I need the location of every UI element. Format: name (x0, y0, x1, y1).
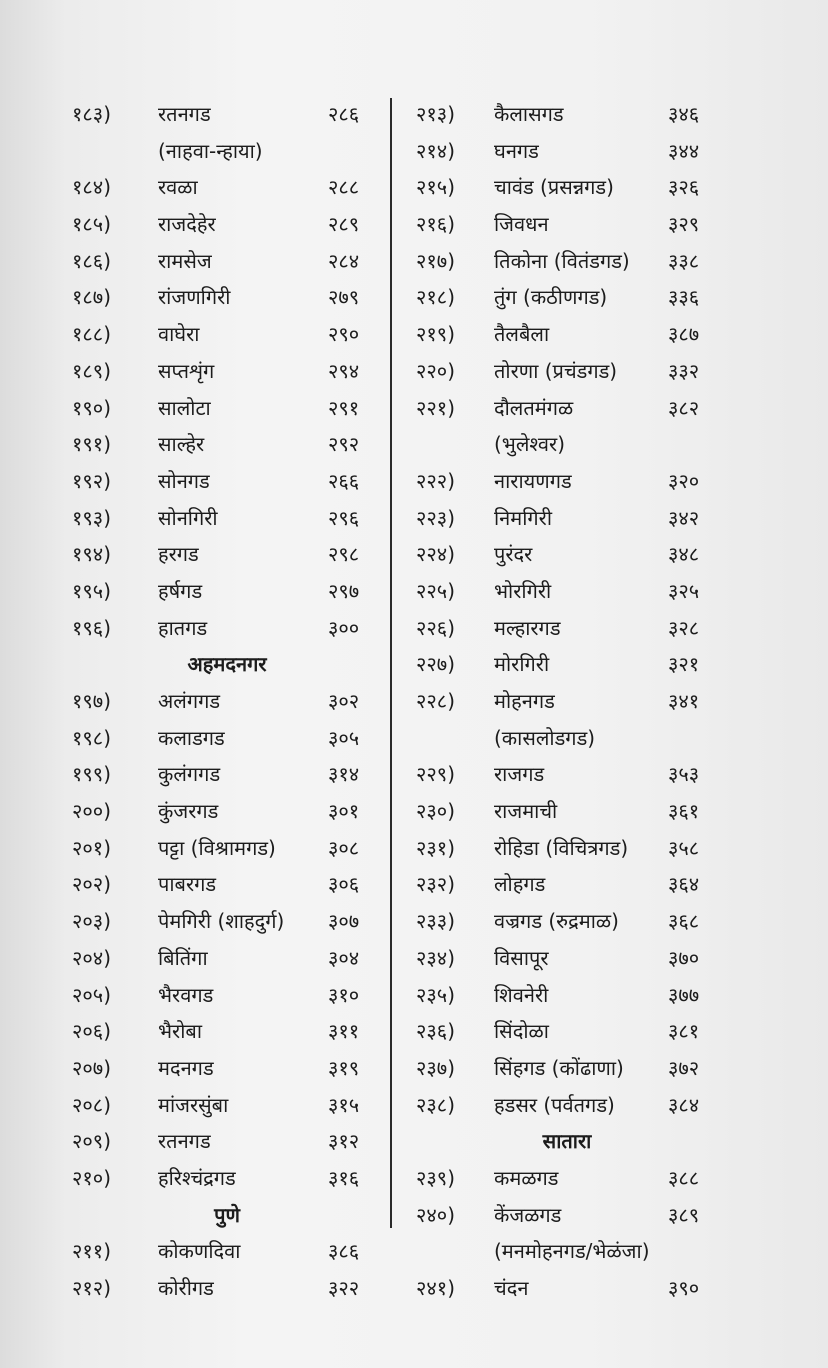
fort-name: राजमाची (494, 799, 558, 824)
entry-number: २२१) (416, 395, 456, 420)
left-column (72, 96, 382, 1307)
index-entry-continuation (402, 1233, 732, 1270)
page-number: ३०४ (328, 945, 360, 970)
section-heading-label: पुणे (214, 1202, 240, 1227)
entry-number: २०४) (72, 945, 112, 970)
page-number: २९८ (328, 542, 360, 567)
fort-name: निमगिरी (494, 505, 553, 530)
index-entry (72, 1160, 382, 1197)
index-entry (72, 463, 382, 500)
index-entry (402, 1160, 732, 1197)
entry-number: २०२) (72, 872, 112, 897)
page-number: ३११ (328, 1019, 360, 1044)
fort-name: वज्रगड (रुद्रमाळ) (494, 909, 619, 934)
page-number: ३३६ (668, 285, 700, 310)
page-number: ३२८ (668, 615, 700, 640)
fort-name: रांजणगिरी (158, 285, 231, 310)
index-entry (72, 206, 382, 243)
fort-name: मल्हारगड (494, 615, 561, 640)
fort-name: कोकणदिवा (158, 1239, 241, 1264)
fort-name: मांजरसुंबा (158, 1092, 229, 1117)
fort-name: सप्तशृंग (158, 358, 215, 383)
entry-number: २१३) (416, 102, 456, 126)
entry-number: २२४) (416, 542, 456, 567)
page-number: ३२१ (668, 652, 700, 677)
entry-number: १९६) (72, 615, 112, 640)
fort-name: पट्टा (विश्रामगड) (158, 835, 276, 860)
entry-number: २१४) (416, 138, 456, 163)
index-entry (402, 793, 732, 830)
index-entry (72, 536, 382, 573)
page-number: ३०० (328, 615, 360, 640)
index-entry (72, 830, 382, 867)
fort-name: अलंगगड (158, 689, 221, 713)
entry-number: १८६) (72, 248, 112, 273)
fort-name: (नाहवा-न्हाया) (158, 138, 263, 163)
page-number: ३४८ (668, 542, 700, 567)
page-number: ३१५ (328, 1092, 360, 1117)
fort-name: भोरगिरी (494, 578, 552, 603)
entry-number: २१६) (416, 212, 456, 237)
fort-name: सिंहगड (कोंढाणा) (494, 1055, 624, 1080)
fort-name: वाघेरा (158, 322, 200, 347)
fort-name: पुरंदर (494, 542, 533, 567)
entry-number: १८९) (72, 358, 112, 383)
entry-number: २११) (72, 1239, 112, 1264)
entry-number: १९२) (72, 468, 112, 493)
fort-name: सोनगड (158, 468, 210, 493)
index-entry (402, 96, 732, 133)
page-number: ३८८ (668, 1165, 700, 1190)
entry-number: २००) (72, 799, 112, 824)
fort-name: हडसर (पर्वतगड) (494, 1092, 615, 1117)
entry-number: २४१) (416, 1276, 456, 1300)
index-entry (402, 573, 732, 610)
entry-number: १९८) (72, 725, 112, 750)
entry-number: २०३) (72, 909, 112, 934)
fort-name: कमळगड (494, 1165, 559, 1190)
entry-number: २०१) (72, 835, 112, 860)
index-entry (402, 1197, 732, 1234)
section-heading-label: सातारा (542, 1129, 592, 1154)
fort-name: सालोटा (158, 395, 211, 420)
fort-name: तिकोना (वितंडगड) (494, 248, 630, 273)
entry-number: २३१) (416, 835, 456, 860)
index-entry (402, 463, 732, 500)
index-entry (72, 940, 382, 977)
entry-number: १९३) (72, 505, 112, 530)
fort-name: सिंदोळा (494, 1019, 549, 1044)
fort-name: (भुलेश्वर) (494, 432, 566, 457)
entry-number: २१२) (72, 1276, 112, 1300)
index-entry (402, 133, 732, 170)
index-entry (402, 1013, 732, 1050)
page-number: २६६ (328, 468, 360, 493)
entry-number: २३६) (416, 1019, 456, 1044)
fort-name: घनगड (494, 138, 539, 163)
page-number: ३५३ (668, 762, 700, 787)
entry-number: १८४) (72, 175, 112, 200)
index-entry-continuation (402, 426, 732, 463)
entry-number: २२३) (416, 505, 456, 530)
fort-name: रतनगड (158, 1129, 211, 1154)
index-entry (402, 316, 732, 353)
entry-number: १९१) (72, 432, 112, 457)
index-entry (402, 390, 732, 427)
page-number: २९४ (328, 358, 360, 383)
fort-name: रवळा (158, 175, 198, 200)
column-divider (390, 98, 392, 1228)
fort-name: कोरीगड (158, 1276, 214, 1300)
index-entry (402, 903, 732, 940)
page-number: ३४१ (668, 689, 700, 713)
page-number: २९० (328, 322, 360, 347)
entry-number: २३८) (416, 1092, 456, 1117)
entry-number: २१७) (416, 248, 456, 273)
page-number: ३६४ (668, 872, 700, 897)
section-heading (402, 1123, 732, 1160)
fort-name: (कासलोडगड) (494, 725, 596, 750)
entry-number: २३४) (416, 945, 456, 970)
index-entry (72, 353, 382, 390)
fort-name: दौलतमंगळ (494, 395, 574, 420)
fort-name: शिवनेरी (494, 982, 549, 1007)
entry-number: २०८) (72, 1092, 112, 1117)
page-number: ३१४ (328, 762, 360, 787)
index-entry (402, 610, 732, 647)
entry-number: २३५) (416, 982, 456, 1007)
index-entry (72, 573, 382, 610)
entry-number: २३७) (416, 1055, 456, 1080)
entry-number: २१०) (72, 1165, 112, 1190)
entry-number: २३२) (416, 872, 456, 897)
index-entry (72, 683, 382, 720)
index-entry (402, 243, 732, 280)
fort-name: राजगड (494, 762, 545, 787)
fort-name: (मनमोहनगड/भेळंजा) (494, 1239, 650, 1264)
index-entry (402, 940, 732, 977)
entry-number: २२७) (416, 652, 456, 677)
index-entry (72, 390, 382, 427)
page-number: २९२ (328, 432, 360, 457)
index-entry (72, 426, 382, 463)
page-number: ३०२ (328, 689, 360, 713)
entry-number: २०९) (72, 1129, 112, 1154)
page-number: ३८७ (668, 322, 700, 347)
page-number: ३०७ (328, 909, 360, 934)
index-entry (72, 1013, 382, 1050)
fort-name: तुंग (कठीणगड) (494, 285, 608, 310)
fort-name: जिवधन (494, 212, 549, 237)
page-number: ३०८ (328, 835, 360, 860)
entry-number: २०५) (72, 982, 112, 1007)
entry-number: २२२) (416, 468, 456, 493)
page-number: ३८१ (668, 1019, 700, 1044)
entry-number: १८५) (72, 212, 112, 237)
entry-number: २०६) (72, 1019, 112, 1044)
page-number: ३६१ (668, 799, 700, 824)
index-entry (72, 1087, 382, 1124)
page-number: ३८९ (668, 1202, 700, 1227)
page-number: ३२९ (668, 212, 700, 237)
page-number: ३९० (668, 1276, 700, 1300)
entry-number: २२९) (416, 762, 456, 787)
index-entry (402, 279, 732, 316)
page-number: ३५८ (668, 835, 700, 860)
fort-name: कलाडगड (158, 725, 225, 750)
fort-name: तैलबैला (494, 322, 550, 347)
entry-number: २२८) (416, 689, 456, 713)
entry-number: १९५) (72, 578, 112, 603)
fort-name: मोरगिरी (494, 652, 550, 677)
fort-name: हरगड (158, 542, 199, 567)
fort-name: भैरवगड (158, 982, 214, 1007)
entry-number: २१८) (416, 285, 456, 310)
entry-number: १८८) (72, 322, 112, 347)
page-number: ३२५ (668, 578, 700, 603)
right-column (402, 96, 732, 1307)
fort-name: बितिंगा (158, 945, 208, 970)
page-number: २७९ (328, 285, 360, 310)
entry-number: १८३) (72, 102, 112, 126)
index-entry (72, 243, 382, 280)
index-entry (72, 1050, 382, 1087)
page-number: ३७२ (668, 1055, 700, 1080)
page-number: ३२६ (668, 175, 700, 200)
fort-name: रतनगड (158, 102, 211, 126)
index-entry (72, 977, 382, 1014)
page-number: ३७७ (668, 982, 700, 1007)
entry-number: २२६) (416, 615, 456, 640)
index-entry (72, 316, 382, 353)
index-entry (402, 1050, 732, 1087)
fort-name: नारायणगड (494, 468, 572, 493)
index-entry (402, 353, 732, 390)
entry-number: १९९) (72, 762, 112, 787)
index-entry (402, 646, 732, 683)
fort-name: भैरोबा (158, 1019, 203, 1044)
index-entry (402, 500, 732, 537)
entry-number: २२०) (416, 358, 456, 383)
fort-name: मोहनगड (494, 689, 555, 713)
index-entry (72, 793, 382, 830)
fort-name: तोरणा (प्रचंडगड) (494, 358, 618, 383)
fort-name: कुलंगगड (158, 762, 221, 787)
page-number: २९७ (328, 578, 360, 603)
fort-name: लोहगड (494, 872, 546, 897)
index-entry (402, 536, 732, 573)
index-entry-continuation (402, 720, 732, 757)
index-entry (402, 1270, 732, 1307)
index-entry (72, 1123, 382, 1160)
index-entry (72, 1270, 382, 1307)
page-number: २८४ (328, 248, 360, 273)
entry-number: १९०) (72, 395, 112, 420)
index-entry (402, 977, 732, 1014)
entry-number: २०७) (72, 1055, 112, 1080)
page-number: ३४२ (668, 505, 700, 530)
fort-name: केंजळगड (494, 1202, 562, 1227)
page-number: ३४६ (668, 102, 700, 126)
index-entry (402, 206, 732, 243)
page-number: २९६ (328, 505, 360, 530)
fort-name: मदनगड (158, 1055, 214, 1080)
index-entry (402, 756, 732, 793)
index-entry (402, 169, 732, 206)
page-number: ३६८ (668, 909, 700, 934)
index-entry (402, 830, 732, 867)
page-number: ३०१ (328, 799, 360, 824)
entry-number: १९७) (72, 689, 112, 713)
page-number: २८९ (328, 212, 360, 237)
entry-number: २१९) (416, 322, 456, 347)
entry-number: २३०) (416, 799, 456, 824)
section-heading (72, 1197, 382, 1234)
index-entry (72, 610, 382, 647)
fort-name: विसापूर (494, 945, 549, 970)
fort-name: हरिश्चंद्रगड (158, 1165, 236, 1190)
index-entry (72, 500, 382, 537)
page-number: ३२२ (328, 1276, 360, 1300)
entry-number: १८७) (72, 285, 112, 310)
entry-number: १९४) (72, 542, 112, 567)
page-number: ३३८ (668, 248, 700, 273)
entry-number: २४०) (416, 1202, 456, 1227)
page-number: ३०५ (328, 725, 360, 750)
page-number: २८६ (328, 102, 360, 126)
page-number: २८८ (328, 175, 360, 200)
section-heading-label: अहमदनगर (187, 652, 267, 677)
entry-number: २३९) (416, 1165, 456, 1190)
page-number: ३१९ (328, 1055, 360, 1080)
fort-name: चंदन (494, 1276, 529, 1300)
section-heading (72, 646, 382, 683)
index-entry (72, 169, 382, 206)
index-entry (72, 866, 382, 903)
page-number: ३१० (328, 982, 360, 1007)
page-number: ३८६ (328, 1239, 360, 1264)
page-number: ३७० (668, 945, 700, 970)
page-number: ३१२ (328, 1129, 360, 1154)
index-entry (72, 720, 382, 757)
index-entry (72, 756, 382, 793)
fort-name: राजदेहेर (158, 212, 216, 237)
fort-name: पाबरगड (158, 872, 217, 897)
fort-name: साल्हेर (158, 432, 205, 457)
fort-name: रामसेज (158, 248, 212, 273)
fort-name: रोहिडा (विचित्रगड) (494, 835, 629, 860)
index-entry (402, 1087, 732, 1124)
fort-name: कैलासगड (494, 102, 564, 126)
index-entry (72, 279, 382, 316)
page-number: ३३२ (668, 358, 700, 383)
page-number: ३८४ (668, 1092, 700, 1117)
page-number: ३१६ (328, 1165, 360, 1190)
index-entry (72, 1233, 382, 1270)
page-number: २९१ (328, 395, 360, 420)
fort-name: हातगड (158, 615, 208, 640)
entry-number: २१५) (416, 175, 456, 200)
page-number: ३४४ (668, 138, 700, 163)
page-number: ३२० (668, 468, 700, 493)
page-number: ३०६ (328, 872, 360, 897)
index-entry-continuation (72, 133, 382, 170)
fort-name: चावंड (प्रसन्नगड) (494, 175, 614, 200)
index-entry (72, 96, 382, 133)
fort-name: सोनगिरी (158, 505, 218, 530)
entry-number: २३३) (416, 909, 456, 934)
index-entry (72, 903, 382, 940)
fort-name: कुंजरगड (158, 799, 219, 824)
fort-name: पेमगिरी (शाहदुर्ग) (158, 909, 285, 934)
index-entry (402, 866, 732, 903)
index-entry (402, 683, 732, 720)
entry-number: २२५) (416, 578, 456, 603)
fort-name: हर्षगड (158, 578, 203, 603)
page-number: ३८२ (668, 395, 700, 420)
